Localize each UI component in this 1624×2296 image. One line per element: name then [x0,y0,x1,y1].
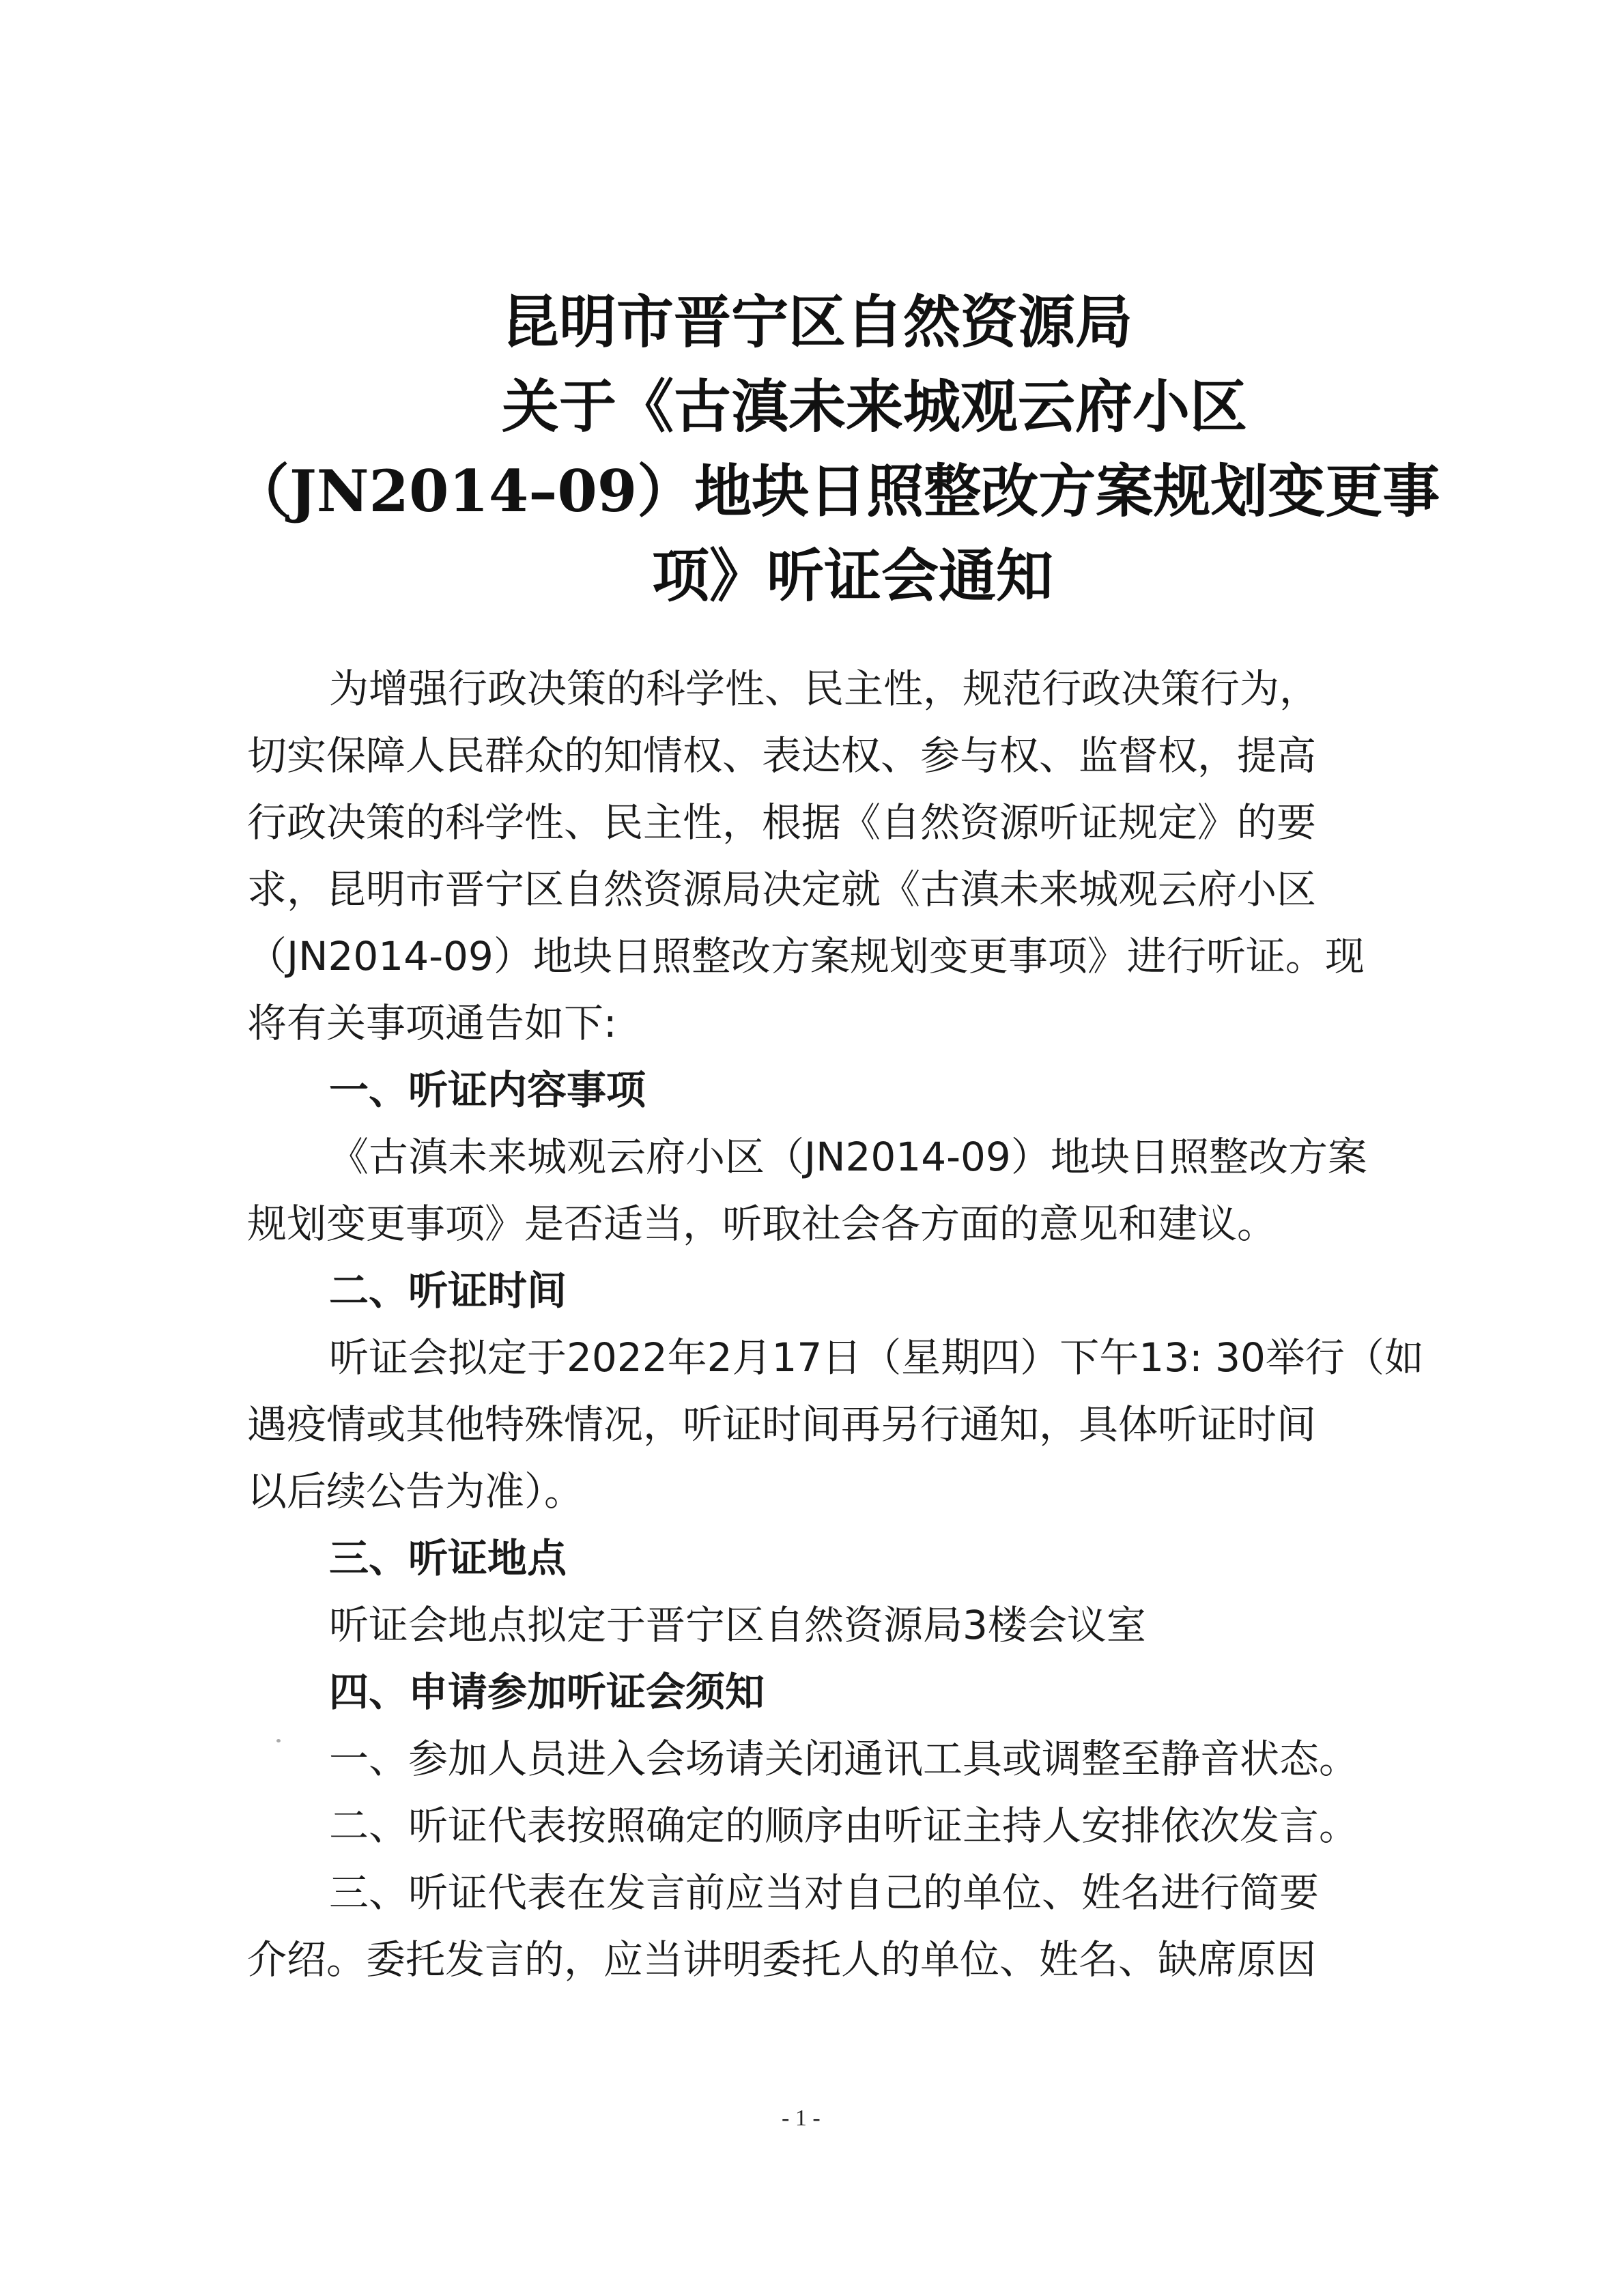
section-line: 介绍。委托发言的，应当讲明委托人的单位、姓名、缺席原因 [247,1936,1317,1983]
intro-line: 切实保障人民群众的知情权、表达权、参与权、监督权，提高 [247,732,1317,779]
section-line: 三、听证代表在发言前应当对自己的单位、姓名进行简要 [329,1869,1320,1916]
intro-line: 为增强行政决策的科学性、民主性，规范行政决策行为， [329,665,1320,712]
section-heading-content: 一、听证内容事项 [329,1067,646,1113]
section-line: 《古滇未来城观云府小区（JN2014-09）地块日照整改方案 [329,1134,1367,1180]
section-line: 规划变更事项》是否适当，听取社会各方面的意见和建议。 [247,1201,1277,1247]
section-heading-notice: 四、申请参加听证会须知 [329,1669,765,1715]
intro-line: 行政决策的科学性、民主性，根据《自然资源听证规定》的要 [247,799,1317,846]
section-line: 遇疫情或其他特殊情况，听证时间再另行通知，具体听证时间 [247,1401,1317,1448]
page-number: - 1 - [782,2106,821,2131]
scan-speck [276,1739,281,1742]
section-heading-time: 二、听证时间 [329,1267,567,1314]
section-line: 以后续公告为准）。 [247,1468,584,1515]
section-line: 听证会地点拟定于晋宁区自然资源局3楼会议室 [329,1602,1146,1648]
section-line: 一、参加人员进入会场请关闭通讯工具或调整至静音状态。 [329,1736,1359,1782]
section-heading-location: 三、听证地点 [329,1535,567,1581]
intro-line: 将有关事项通告如下: [247,1000,617,1046]
title-line-4: 项》听证会通知 [652,542,1054,609]
section-line: 听证会拟定于2022年2月17日（星期四）下午13: 30举行（如 [329,1334,1424,1381]
title-line-2: 关于《古滇未来城观云府小区 [502,373,1248,440]
intro-line: 求，昆明市晋宁区自然资源局决定就《古滇未来城观云府小区 [247,866,1317,913]
section-line: 二、听证代表按照确定的顺序由听证主持人安排依次发言。 [329,1803,1359,1849]
intro-line: （JN2014-09）地块日照整改方案规划变更事项》进行听证。现 [247,933,1365,979]
title-line-1: 昆明市晋宁区自然资源局 [502,288,1133,356]
title-line-3: （JN2014–09）地块日照整改方案规划变更事 [232,457,1440,525]
